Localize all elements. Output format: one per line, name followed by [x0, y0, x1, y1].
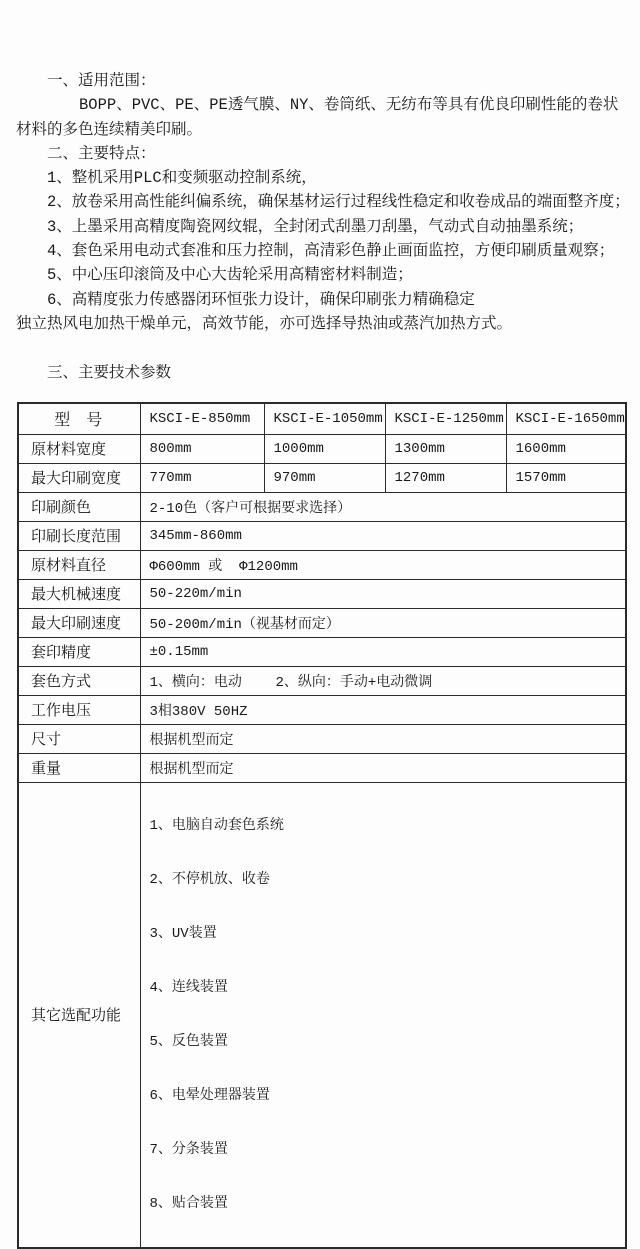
feature-item: 1、整机采用PLC和变频驱动控制系统，: [47, 169, 317, 188]
feature-item: 3、上墨采用高精度陶瓷网纹辊，全封闭式刮墨刀刮墨，气动式自动抽墨系统；: [47, 217, 584, 236]
row-print-length-range: [18, 521, 626, 550]
section3-title: 三、主要技术参数: [47, 363, 172, 382]
spec-value: 1600mm: [506, 434, 626, 463]
section2-tail: 独立热风电加热干燥单元，高效节能，亦可选择导热油或蒸汽加热方式。: [16, 314, 513, 333]
option-item: 6、电晕处理器装置: [149, 1087, 270, 1104]
section2-title: 二、主要特点：: [47, 144, 156, 163]
option-item: 5、反色装置: [149, 1033, 228, 1050]
option-item: 4、连线装置: [149, 979, 228, 996]
spec-value: 3相380V 50HZ: [140, 695, 626, 724]
row-max-print-speed: [18, 608, 626, 637]
section1-line: BOPP、PVC、PE、PE透气膜、NY、卷筒纸、无纺布等具有优良印刷性能的卷状: [79, 96, 619, 115]
model-name: KSCI-E-850mm: [140, 403, 264, 434]
section1-title: 一、适用范围：: [47, 72, 156, 90]
spec-value: 1300mm: [385, 434, 506, 463]
blank-line: [16, 336, 628, 360]
option-item: 1、电脑自动套色系统: [149, 817, 284, 834]
feature-item: 2、放卷采用高性能纠偏系统，确保基材运行过程线性稳定和收卷成品的端面整齐度；: [47, 193, 630, 212]
spec-value: 1、横向：电动 2、纵向：手动+电动微调: [140, 666, 626, 695]
spec-label: 原材料直径: [18, 550, 140, 579]
spec-value: ±0.15mm: [140, 637, 626, 666]
option-item: 8、贴合装置: [149, 1195, 228, 1212]
spec-label: 印刷颜色: [18, 492, 140, 521]
spec-value: Φ600mm 或 Φ1200mm: [140, 550, 626, 579]
option-item: 7、分条装置: [149, 1141, 228, 1158]
row-material-diameter: [18, 550, 626, 579]
spec-value: 970mm: [264, 463, 385, 492]
spec-label: 最大印刷速度: [18, 608, 140, 637]
spec-label: 重量: [18, 753, 140, 782]
spec-value: 50-220m/min: [140, 579, 626, 608]
option-item: 3、UV装置: [149, 925, 217, 942]
section1-line: 材料的多色连续精美印刷。: [16, 120, 203, 139]
spec-value: 2-10色（客户可根据要求选择）: [140, 492, 626, 521]
spec-value: [140, 782, 626, 1248]
spec-value: 1570mm: [506, 463, 626, 492]
spec-table: [17, 402, 627, 1249]
model-name: KSCI-E-1250mm: [385, 403, 506, 434]
row-header: [18, 403, 626, 434]
spec-label: 工作电压: [18, 695, 140, 724]
spec-label: 印刷长度范围: [18, 521, 140, 550]
row-optional-functions: [18, 782, 626, 1248]
spec-label: 最大机械速度: [18, 579, 140, 608]
row-weight: [18, 753, 626, 782]
spec-label: 套印精度: [18, 637, 140, 666]
spec-value: 770mm: [140, 463, 264, 492]
spec-label: 尺寸: [18, 724, 140, 753]
model-name: KSCI-E-1650mm: [506, 403, 626, 434]
spec-label: 套色方式: [18, 666, 140, 695]
spec-value: 800mm: [140, 434, 264, 463]
spec-value: 1270mm: [385, 463, 506, 492]
row-print-colors: [18, 492, 626, 521]
spec-label: 最大印刷宽度: [18, 463, 140, 492]
spec-value: 根据机型而定: [140, 753, 626, 782]
row-working-voltage: [18, 695, 626, 724]
spec-value: 50-200m/min（视基材而定）: [140, 608, 626, 637]
spec-label: 原材料宽度: [18, 434, 140, 463]
feature-item: 4、套色采用电动式套准和压力控制，高清彩色静止画面监控，方便印刷质量观察；: [47, 242, 615, 261]
row-register-accuracy: [18, 637, 626, 666]
row-max-mechanical-speed: [18, 579, 626, 608]
spec-value: 1000mm: [264, 434, 385, 463]
document-body: [16, 69, 628, 385]
option-item: 2、不停机放、收卷: [149, 871, 270, 888]
row-max-print-width: [18, 463, 626, 492]
spec-value: 根据机型而定: [140, 724, 626, 753]
model-name: KSCI-E-1050mm: [264, 403, 385, 434]
row-dimensions: [18, 724, 626, 753]
header-model-label: 型 号: [18, 403, 140, 434]
feature-item: 6、高精度张力传感器闭环恒张力设计，确保印刷张力精确稳定: [47, 290, 475, 309]
spec-label: 其它选配功能: [18, 782, 140, 1248]
feature-item: 5、中心压印滚筒及中心大齿轮采用高精密材料制造；: [47, 266, 413, 285]
row-material-width: [18, 434, 626, 463]
spec-value: 345mm-860mm: [140, 521, 626, 550]
row-register-mode: [18, 666, 626, 695]
